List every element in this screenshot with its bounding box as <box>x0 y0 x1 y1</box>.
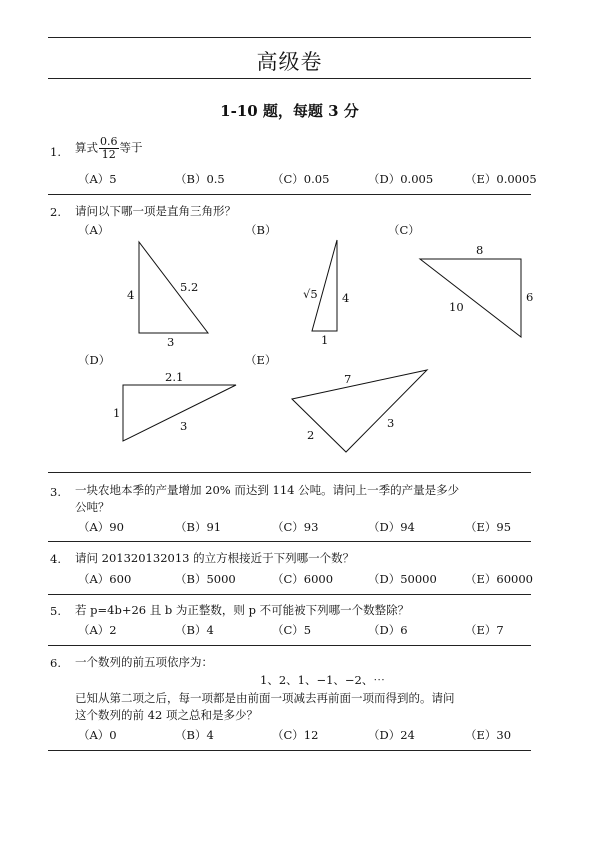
triangle-b-side-hyp: √5 <box>303 287 318 301</box>
triangle-c-side-top: 8 <box>476 243 484 257</box>
question-text-6-line1: 一个数列的前五项依序为： <box>75 655 213 669</box>
triangle-e-side-right: 3 <box>387 416 395 430</box>
q5-option-b[interactable]: （B）4 <box>175 623 214 637</box>
question-text-3-line2: 公吨？ <box>75 500 110 514</box>
question-number-4: 4. <box>50 552 61 566</box>
triangle-a-side-bottom: 3 <box>167 335 175 349</box>
question-text-6-line3: 这个数列的前 42 项之总和是多少？ <box>75 708 258 722</box>
question-number-6: 6. <box>50 656 61 670</box>
question-text-3-line1: 一块农地本季的产量增加 20% 而达到 114 公吨。请问上一季的产量是多少 <box>75 483 460 497</box>
q3-option-d[interactable]: （D）94 <box>368 520 415 534</box>
divider-3 <box>48 541 531 542</box>
triangle-c-side-hyp: 10 <box>449 300 464 314</box>
q5-option-d[interactable]: （D）6 <box>368 623 408 637</box>
q5-options <box>78 622 538 638</box>
q6-option-c[interactable]: （C）12 <box>272 728 319 742</box>
q5-option-a[interactable]: （A）2 <box>78 623 117 637</box>
triangle-a-side-left: 4 <box>127 288 135 302</box>
question-number-2: 2. <box>50 205 61 219</box>
sequence-line: 1、2、1、−1、−2、⋯ <box>260 673 385 687</box>
q4-option-e[interactable]: （E）60000 <box>465 572 533 586</box>
question-number-5: 5. <box>50 604 61 618</box>
triangle-b-side-right: 4 <box>342 291 350 305</box>
q3-options <box>78 519 538 535</box>
question-text-6-line2: 已知从第二项之后，每一项都是由前面一项减去再前面一项而得到的。请问 <box>75 691 455 705</box>
q6-options <box>78 727 538 743</box>
q5-option-c[interactable]: （C）5 <box>272 623 312 637</box>
triangle-c-side-right: 6 <box>526 290 534 304</box>
triangle-c <box>420 259 521 337</box>
triangle-d-side-hyp: 3 <box>180 419 188 433</box>
q3-option-c[interactable]: （C）93 <box>272 520 319 534</box>
question-number-3: 3. <box>50 485 61 499</box>
question-number-1: 1. <box>50 145 61 159</box>
q1-text-after: 等于 <box>119 140 143 155</box>
q1-option-e[interactable]: （E）0.0005 <box>465 172 537 186</box>
q6-option-b[interactable]: （B）4 <box>175 728 214 742</box>
divider-4 <box>48 594 531 595</box>
q3-option-e[interactable]: （E）95 <box>465 520 512 534</box>
figure-label-b: （B） <box>245 223 277 237</box>
q3-option-b[interactable]: （B）91 <box>175 520 222 534</box>
figure-label-a: （A） <box>78 223 110 237</box>
triangle-d-side-top: 2.1 <box>165 370 184 384</box>
triangle-e-side-left: 2 <box>307 428 315 442</box>
triangle-e-side-top: 7 <box>344 372 352 386</box>
triangle-d-side-left: 1 <box>113 406 121 420</box>
q1-option-b[interactable]: （B）0.5 <box>175 172 225 186</box>
divider-5 <box>48 645 531 646</box>
q3-option-a[interactable]: （A）90 <box>78 520 124 534</box>
q1-option-c[interactable]: （C）0.05 <box>272 172 330 186</box>
divider-6 <box>48 750 531 751</box>
triangle-b-side-bottom: 1 <box>321 333 329 347</box>
q6-option-e[interactable]: （E）30 <box>465 728 512 742</box>
divider-2 <box>48 472 531 473</box>
figure-label-c: （C） <box>388 223 420 237</box>
q4-option-a[interactable]: （A）600 <box>78 572 132 586</box>
q4-option-c[interactable]: （C）6000 <box>272 572 334 586</box>
page-title: 高级卷 <box>256 50 323 74</box>
q5-option-e[interactable]: （E）7 <box>465 623 504 637</box>
q1-denominator: 12 <box>101 148 116 161</box>
triangle-b <box>312 240 337 331</box>
q4-option-d[interactable]: （D）50000 <box>368 572 437 586</box>
q6-option-a[interactable]: （A）0 <box>78 728 117 742</box>
triangle-a-side-hyp: 5.2 <box>180 280 199 294</box>
q4-option-b[interactable]: （B）5000 <box>175 572 236 586</box>
question-text-4: 请问 201320132013 的立方根接近于下列哪一个数？ <box>75 551 355 565</box>
figure-label-d: （D） <box>78 353 111 367</box>
q6-option-d[interactable]: （D）24 <box>368 728 415 742</box>
question-text-5: 若 p=4b+26 且 b 为正整数，则 p 不可能被下列哪一个数整除？ <box>75 603 410 617</box>
q4-options <box>78 571 538 587</box>
q1-text-before: 算式 <box>75 140 98 155</box>
q1-option-a[interactable]: （A）5 <box>78 172 117 186</box>
figure-label-e: （E） <box>245 353 277 367</box>
q1-option-d[interactable]: （D）0.005 <box>368 172 434 186</box>
q1-numerator: 0.6 <box>100 135 118 148</box>
question-text-2: 请问以下哪一项是直角三角形？ <box>75 204 236 218</box>
section-subtitle: 1-10 题，每题 3 分 <box>220 102 359 120</box>
